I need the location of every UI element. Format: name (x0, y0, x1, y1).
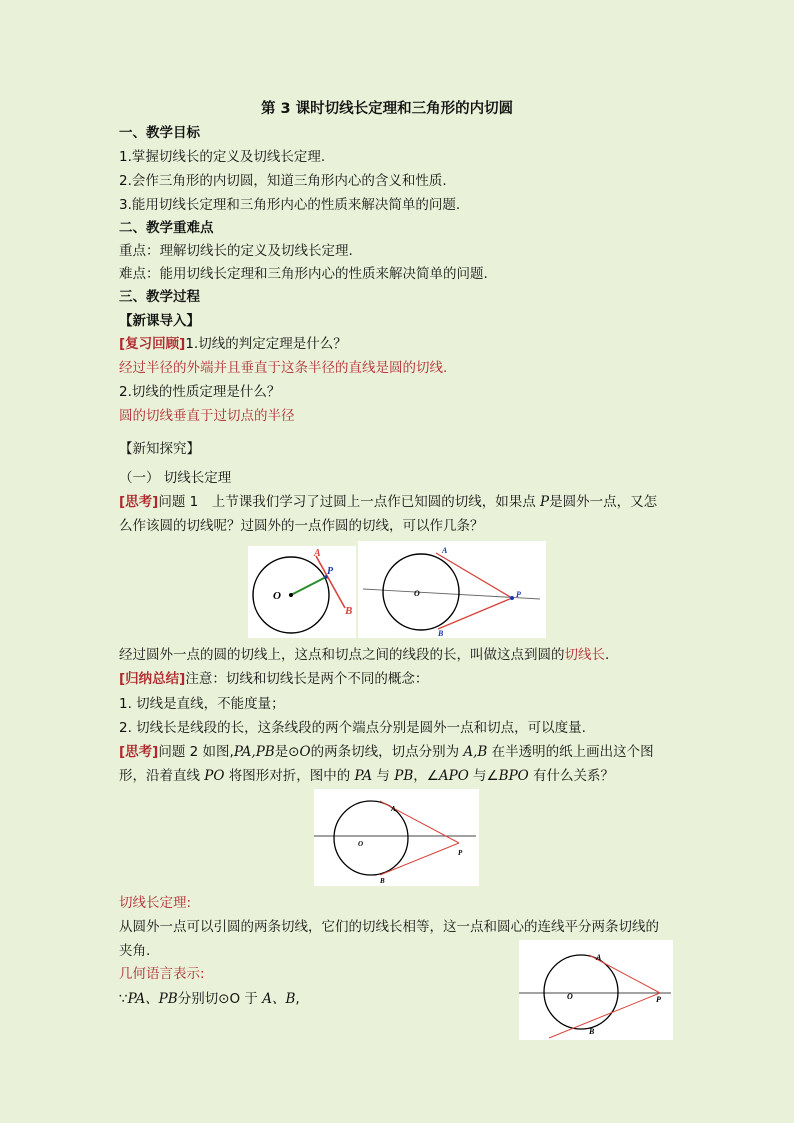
figure3-label-O: O (358, 840, 364, 848)
figure1-label-B: B (345, 605, 353, 617)
term-tangent-length: 切线长 (564, 647, 605, 663)
figure4-label-B: B (589, 1027, 595, 1036)
figure2-label-A: A (442, 546, 448, 555)
review-question-1 (119, 334, 347, 354)
summary-note: [归纳总结]注意：切线和切线长是两个不同的概念： (119, 671, 429, 687)
figure3-circle (334, 801, 408, 875)
figure-two-tangents (358, 541, 546, 638)
figure1-center-point (289, 593, 293, 597)
figure1-label-A: A (314, 548, 321, 559)
figure4-label-A: A (596, 953, 602, 962)
section-heading-process: 三、教学过程 (119, 289, 200, 305)
theorem-label: 切线长定理: (119, 895, 192, 911)
figure3-label-A: A (391, 805, 396, 813)
note-item-1: 1. 切线是直线，不能度量； (119, 696, 285, 712)
objective-3: 3.能用切线长定理和三角形内心的性质来解决简单的问题. (119, 197, 461, 213)
note-item-2: 2. 切线长是线段的长，这条线段的两个端点分别是圆外一点和切点，可以度量. (119, 720, 586, 736)
figure1-label-O: O (273, 590, 281, 602)
figure3-tangent-pb (380, 843, 459, 875)
question-1-line-2: 么作该圆的切线呢？过圆外的一点作圆的切线，可以作几条？ (119, 518, 484, 534)
figure4-tangent-pb (549, 993, 660, 1038)
question-1-line-1: [思考]问题 1 上节课我们学习了过圆上一点作已知圆的切线，如果点 P是圆外一点，又怎 (119, 494, 658, 510)
objective-1: 1.掌握切线长的定义及切线长定理. (119, 149, 326, 165)
figure4-label-P: P (656, 995, 661, 1004)
difficult-point: 难点：能用切线长定理和三角形内心的性质来解决简单的问题. (119, 266, 488, 282)
figure4-circle (544, 955, 618, 1029)
think-tag: [思考] (119, 494, 159, 510)
figure2-point-p (510, 596, 514, 600)
figure-theorem-diagram (519, 940, 673, 1040)
figure3-label-P: P (458, 849, 463, 857)
section-heading-keypoints: 二、教学重难点 (119, 220, 214, 236)
question-2-line-2: 形，沿着直线 PO 将图形对折，图中的 PA 与 PB，∠APO 与∠BPO 有什么关系？ (119, 768, 615, 784)
review-question-2: 2.切线的性质定理是什么？ (119, 384, 281, 400)
review-answer-2: 圆的切线垂直于过切点的半径 (119, 408, 295, 424)
subsection-tangent-length: （一） 切线长定理 (119, 470, 232, 486)
figure4-label-O: O (567, 992, 573, 1001)
figure3-label-B: B (380, 877, 385, 885)
theorem-line-2: 夹角. (119, 943, 151, 959)
figure1-label-P: P (327, 566, 334, 577)
figure2-label-P: P (516, 590, 521, 599)
figure2-label-O: O (414, 589, 420, 598)
review-answer-1: 经过半径的外端并且垂直于这条半径的直线是圆的切线. (119, 360, 448, 376)
figure2-tangent-pb (438, 598, 512, 629)
figure1-radius (291, 577, 326, 595)
page-title: 第 3 课时切线长定理和三角形的内切圆 (261, 101, 514, 117)
question-2-line-1: [思考]问题 2 如图,PA,PB是⊙O的两条切线，切点分别为 A,B 在半透明的纸上画出这个图 (119, 744, 654, 760)
tangent-length-definition: 经过圆外一点的圆的切线上，这点和切点之间的线段的长，叫做这点到圆的切线长. (119, 647, 610, 663)
figure-tangent-radius (248, 546, 356, 638)
explore-label: 【新知探究】 (119, 441, 200, 457)
key-point: 重点：理解切线长的定义及切线长定理. (119, 243, 353, 259)
geometric-language-label: 几何语言表示: (119, 966, 205, 982)
intro-label: 【新课导入】 (119, 313, 200, 329)
figure-symmetric-tangents (314, 789, 479, 886)
geometric-statement-1: ∵PA、PB分别切⊙O 于 A、B, (119, 991, 300, 1007)
objective-2: 2.会作三角形的内切圆，知道三角形内心的含义和性质. (119, 173, 447, 189)
review-q1-text: 1.切线的判定定理是什么？ (185, 336, 347, 352)
figure1-tangent-line (316, 556, 345, 608)
figure2-label-B: B (438, 629, 444, 638)
theorem-line-1: 从圆外一点可以引圆的两条切线，它们的切线长相等，这一点和圆心的连线平分两条切线的 (119, 919, 659, 935)
section-heading-objectives: 一、教学目标 (119, 125, 200, 141)
review-tag: [复习回顾] (119, 336, 186, 352)
summary-tag: [归纳总结] (119, 671, 186, 687)
figure2-tangent-pa (436, 553, 512, 598)
